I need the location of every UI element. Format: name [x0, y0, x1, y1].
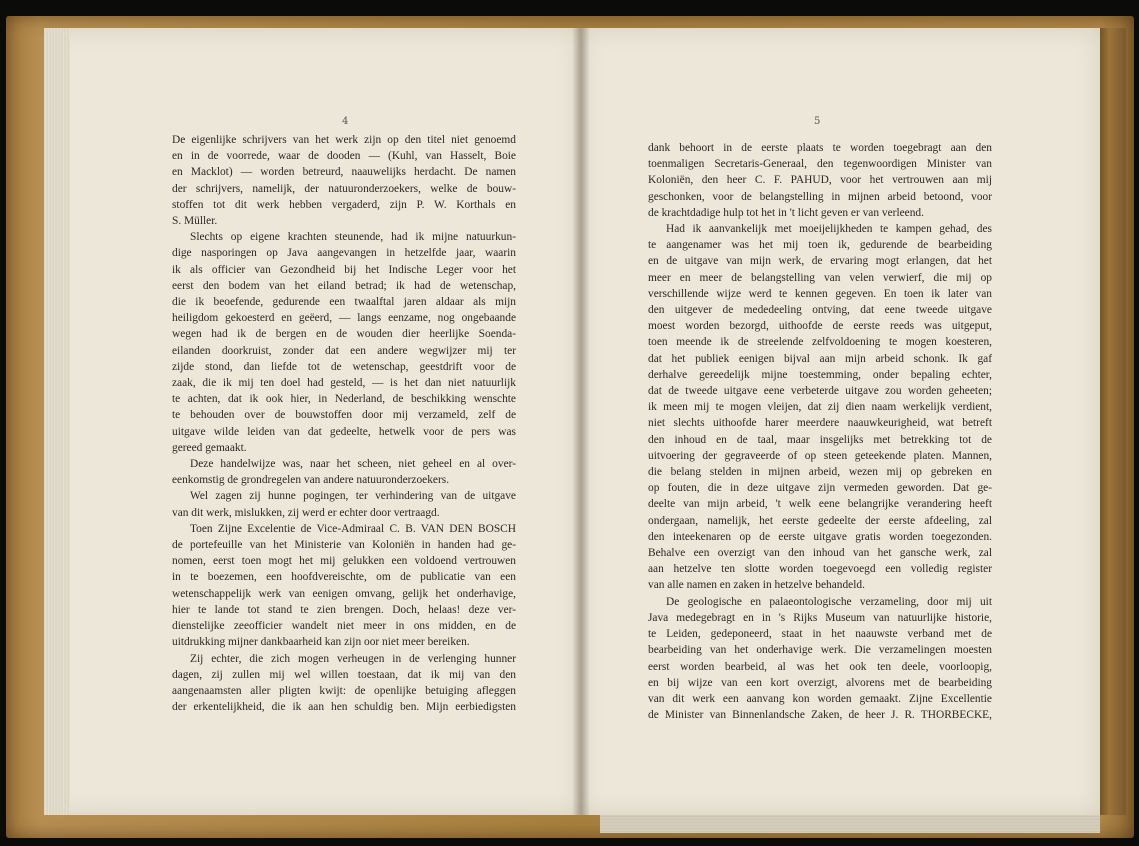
- right-page-text: [648, 140, 992, 723]
- left-text-line: dienstelijke zeeofficier wandelt niet meer in ons midden, en de: [172, 620, 516, 633]
- right-text-line: dat het publiek eenigen bijval aan mijn arbeid schonk. Ik gaf: [648, 352, 992, 365]
- right-text-line: toen meende ik de streelende zelfvoldoening te mogen koesteren,: [648, 336, 992, 349]
- right-text-line: meer en meer de belangstelling van velen verwierf, die mij op: [648, 271, 992, 284]
- right-text-line: Behalve een overzigt van den inhoud van het gansche werk, zal: [648, 547, 992, 560]
- left-text-line: Wel zagen zij hunne pogingen, ter verhindering van de uitgave: [190, 490, 516, 503]
- left-text-line: die ik beoefende, gedurende een twaalftal jaren aldaar als mijn: [172, 296, 516, 309]
- left-text-line: dagen, zij zullen mij wel willen toestaan, dat ik mij van den: [172, 668, 516, 681]
- right-text-line: aan hetzelve ten slotte worden toegevoegd een volledig register: [648, 563, 992, 576]
- left-text-line: hier te lande tot stand te zien brengen. Doch, helaas! deze ver-: [172, 603, 516, 616]
- left-page-number: 4: [342, 116, 349, 127]
- right-text-line: ik meen mij te mogen vleijen, dat zij dien naam werkelijk verdient,: [648, 401, 992, 414]
- left-text-line: wetenschappelijk werk van eenigen omvang, gelijk het onderhavige,: [172, 587, 516, 600]
- right-text-line: bearbeiding van het onderhavige werk. Die verzamelingen moesten: [648, 644, 992, 657]
- right-text-line: uitvoering der gegraveerde of op steen geteekende platen. Mannen,: [648, 449, 992, 462]
- left-text-line: uitdrukking mijner dankbaarheid kan zijn oor niet meer bereiken.: [172, 636, 470, 649]
- right-text-line: verschillende wijze werd te kennen gegeven. En toen ik later van: [648, 287, 992, 300]
- left-text-line: de portefeuille van het Ministerie van Koloniën in handen had ge-: [172, 539, 516, 552]
- left-text-line: aangenaamsten aller pligten kwijt: de openlijke betuiging afleggen: [172, 684, 516, 697]
- left-text-line: gereed gemaakt.: [172, 441, 247, 454]
- book-gutter: [572, 28, 590, 815]
- right-text-line: eerst worden bearbeid, al was het ook ten deele, voorloopig,: [648, 660, 992, 673]
- left-text-line: te behouden over de bouwstoffen door mij verzameld, zelf de: [172, 409, 516, 422]
- left-text-line: dige nasporingen op Java aangevangen in hetzelfde jaar, waarin: [172, 247, 516, 260]
- left-text-line: zijde stond, dan liefde tot de wetenschap, geestdrift voor de: [172, 360, 516, 373]
- left-text-line: nomen, eerst toen mogt het mij gelukken een voldoend vertrouwen: [172, 555, 516, 568]
- left-text-line: en Macklot) — worden betreurd, naauwelijks herdacht. De namen: [172, 166, 516, 179]
- left-text-line: van dit werk, mislukken, zij werd er echter door vertraagd.: [172, 506, 440, 519]
- left-text-line: Deze handelwijze was, naar het scheen, niet geheel en al over-: [190, 458, 516, 471]
- left-page-text: [172, 132, 516, 715]
- left-text-line: Zij echter, die zich mogen verheugen in de verlenging hunner: [190, 652, 516, 665]
- right-text-line: op fouten, die in deze uitgave zijn vermeden geworden. Dat ge-: [648, 482, 992, 495]
- left-text-line: in te boezemen, een hoofdvereischte, om de publicatie van een: [172, 571, 516, 584]
- left-text-line: ik als officier van Gezondheid bij het Indische Leger voor het: [172, 263, 516, 276]
- left-text-line: Slechts op eigene krachten steunende, had ik mijne natuurkun-: [190, 231, 516, 244]
- right-page-number: 5: [814, 116, 821, 127]
- right-text-line: De geologische en palaeontologische verzameling, door mij uit: [666, 595, 992, 608]
- left-text-line: te achten, dat ik ook hier, in Nederland, de beschikking wenschte: [172, 393, 516, 406]
- left-text-line: eilanden doorkruist, zonder dat een andere wegwijzer mij ter: [172, 344, 516, 357]
- right-text-line: den uitgever de mededeeling ontving, dat eene tweede uitgave: [648, 304, 992, 317]
- right-text-line: deelte van mijn arbeid, 't welk eene belangrijke verandering heeft: [648, 498, 992, 511]
- right-text-line: de krachtdadige hulp tot het in 't licht geven er van verleend.: [648, 206, 924, 219]
- right-text-line: den inhoud en de taal, maar insgelijks met betrekking tot de: [648, 433, 992, 446]
- right-text-line: geschonken, voor de belangstelling in mijnen arbeid betoond, voor: [648, 190, 992, 203]
- right-text-line: Java medegebragt en in 's Rijks Museum van natuurlijke historie,: [648, 611, 992, 624]
- right-text-line: moest worden bezorgd, uithoofde de eerste reeds was uitgeput,: [648, 320, 992, 333]
- right-text-line: dank behoort in de eerste plaats te worden toegebragt aan den: [648, 142, 992, 154]
- left-text-line: eenkomstig de grondregelen van andere natuuronderzoekers.: [172, 474, 450, 487]
- left-text-line: S. Müller.: [172, 215, 218, 228]
- left-text-line: en in de voorrede, waar de dooden — (Kuhl, van Hasselt, Boie: [172, 150, 516, 163]
- book-cover-edge: [1098, 28, 1126, 815]
- right-text-line: van dit werk een aanvang kon worden gemaakt. Zijne Excellentie: [648, 692, 992, 705]
- left-text-line: wegen had ik de bergen en de wouden dier heerlijke Soenda-: [172, 328, 516, 341]
- left-text-line: uitgave wilde leiden van dat gedeelte, hetwelk voor de pers was: [172, 425, 516, 438]
- right-text-line: van alle namen en zaken in hetzelve behandeld.: [648, 579, 865, 592]
- page-stack-edge: [600, 815, 1100, 833]
- right-text-line: Koloniën, den heer C. F. PAHUD, voor het vertrouwen aan mij: [648, 174, 992, 187]
- left-text-line: De eigenlijke schrijvers van het werk zijn op den titel niet genoemd: [172, 134, 516, 146]
- right-text-line: derhalve gereedelijk mijne toestemming, onder bepaling echter,: [648, 368, 992, 381]
- right-text-line: en de uitgave van mijn werk, de ervaring mogt erlangen, dat het: [648, 255, 992, 268]
- left-text-line: der erkentelijkheid, die ik aan hen schuldig ben. Mijn eerbiedigsten: [172, 701, 516, 714]
- right-text-line: niet slechts uithoofde harer meerdere naauwkeurigheid, wat betreft: [648, 417, 992, 430]
- left-text-line: eerst den bodem van het eiland betrad; ik had de wetenschap,: [172, 279, 516, 292]
- left-text-line: Toen Zijne Excelentie de Vice-Admiraal C. B. VAN DEN BOSCH: [190, 522, 516, 535]
- right-text-line: den inteekenaren op de eerste uitgave gratis worden toegezonden.: [648, 530, 992, 543]
- right-text-line: de Minister van Binnenlandsche Zaken, de heer J. R. THORBECKE,: [648, 709, 992, 722]
- right-text-line: ondergaan, namelijk, het eerste gedeelte der eerste afdeeling, zal: [648, 514, 992, 527]
- right-text-line: toenmaligen Secretaris-Generaal, den tegenwoordigen Minister van: [648, 158, 992, 171]
- right-text-line: en bij wijze van een kort overzigt, alvorens met de bearbeiding: [648, 676, 992, 689]
- left-text-line: heiligdom gekoesterd en geëerd, — langs eenzame, nog ongebaande: [172, 312, 516, 325]
- right-text-line: te Leiden, gedeponeerd, staat in het naauwste verband met de: [648, 628, 992, 641]
- left-text-line: zaak, die ik mij ten doel had gesteld, — is het dan niet natuurlijk: [172, 377, 516, 390]
- right-text-line: Had ik aanvankelijk met moeijelijkheden te kampen gehad, des: [666, 223, 992, 236]
- right-text-line: die belang stelden in mijnen arbeid, wezen mij op gebreken en: [648, 466, 992, 479]
- right-text-line: te aangenamer was het mij toen ik, gedurende de bearbeiding: [648, 239, 992, 252]
- right-text-line: dat de tweede uitgave eene verbeterde uitgave zou worden geheeten;: [648, 385, 992, 398]
- left-text-line: stoffen tot dit werk hebben vergaderd, zijn P. W. Korthals en: [172, 198, 516, 211]
- left-text-line: der schrijvers, namelijk, der natuuronderzoekers, welke de bouw-: [172, 182, 516, 195]
